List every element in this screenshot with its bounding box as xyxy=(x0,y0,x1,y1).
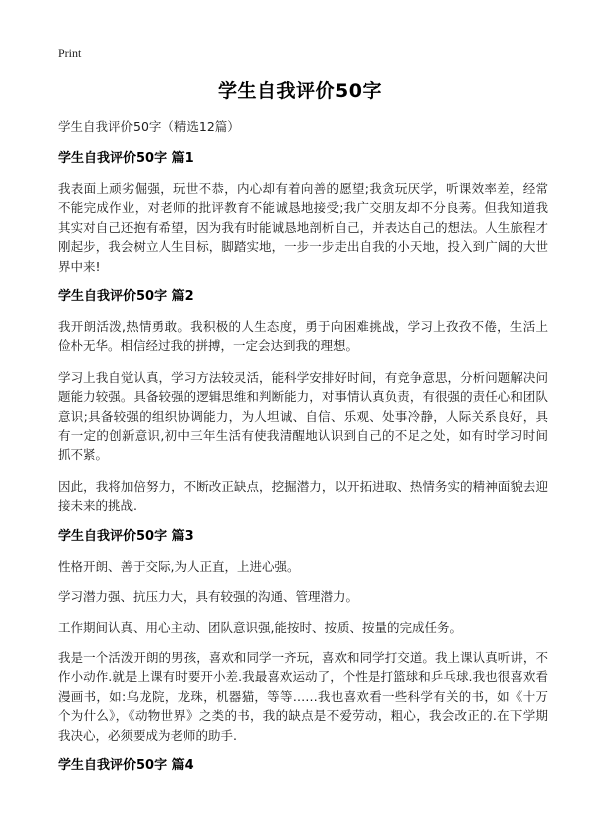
page-title: 学生自我评价50字 xyxy=(218,80,382,102)
section-4 xyxy=(58,757,548,775)
section-heading: 学生自我评价50字 篇3 xyxy=(58,528,194,544)
paragraph: 我是一个活泼开朗的男孩，喜欢和同学一齐玩，喜欢和同学打交道。我上课认真听讲，不作小动作.就是上课有时要开小差.我最喜欢运动了，个性是打篮球和乒乓球.我也很喜欢看漫画书，如:乌龙院，龙珠，机器猫，等等……我也喜欢看一些科学有关的书，如《十万个为什么》，《动物世界》之类的书，我的缺点是不爱劳动，粗心，我会改正的.在下学期我决心，必须要成为老师的助手. xyxy=(58,649,548,743)
section-heading: 学生自我评价50字 篇2 xyxy=(58,289,194,305)
print-label: Print xyxy=(58,46,82,60)
paragraph: 学习上我自觉认真，学习方法较灵活，能科学安排好时间，有竞争意思，分析问题解决问题能力较强。具备较强的逻辑思维和判断能力，对事情认真负责，有很强的责任心和团队意识;具备较强的组织协调能力，为人坦诚、自信、乐观、处事冷静，人际关系良好，具有一定的创新意识,初中三年生活有使我清醒地认识到自己的不足之处，如有时学习时间抓不紧。 xyxy=(58,369,548,463)
section-2 xyxy=(58,288,548,516)
section-1 xyxy=(58,150,548,276)
paragraph: 因此，我将加倍努力，不断改正缺点，挖掘潜力，以开拓进取、热情务实的精神面貌去迎接未来的挑战. xyxy=(58,478,548,514)
section-heading: 学生自我评价50字 篇1 xyxy=(58,151,194,166)
paragraph: 我开朗活泼,热情勇敢。我积极的人生态度，勇于向困难挑战，学习上孜孜不倦，生活上俭朴无华。相信经过我的拼搏，一定会达到我的理想。 xyxy=(58,319,548,354)
paragraph: 工作期间认真、用心主动、团队意识强,能按时、按质、按量的完成任务。 xyxy=(58,619,462,635)
document-body xyxy=(58,118,548,786)
paragraph: 我表面上顽劣倔强，玩世不恭，内心却有着向善的愿望;我贪玩厌学，听课效率差，经常不能完成作业，对老师的批评教育不能诚恳地接受;我广交朋友却不分良莠。但我知道我其实对自己还抱有希望，因为我有时能诚恳地剖析自己，并表达自己的想法。人生旅程才刚起步，我会树立人生目标，脚踏实地，一步一步走出自我的小天地，投入到广阔的大世界中来! xyxy=(58,181,548,274)
section-heading: 学生自我评价50字 篇4 xyxy=(58,757,194,773)
section-3 xyxy=(58,528,548,745)
paragraph: 性格开朗、善于交际,为人正直，上进心强。 xyxy=(58,558,300,574)
document-subtitle: 学生自我评价50字（精选12篇） xyxy=(58,119,240,134)
paragraph: 学习潜力强、抗压力大，具有较强的沟通、管理潜力。 xyxy=(58,589,359,605)
